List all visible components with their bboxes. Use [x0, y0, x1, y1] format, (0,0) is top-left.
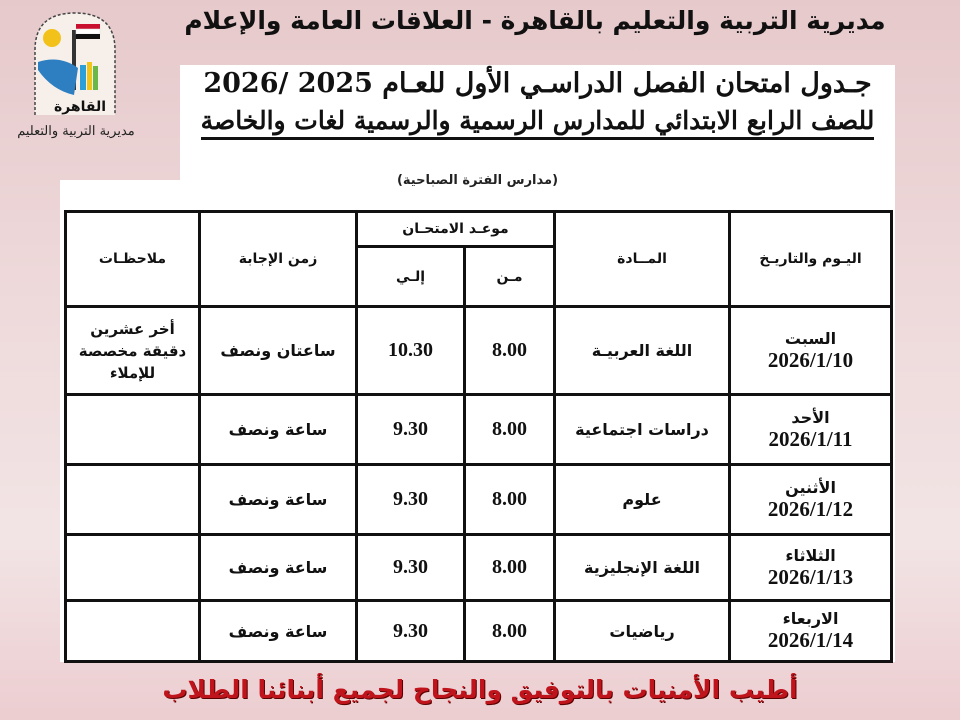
to-time-cell: 9.30 — [357, 395, 465, 465]
exam-date: 2026/1/12 — [767, 496, 854, 521]
duration-cell: ساعة ونصف — [200, 601, 357, 662]
table-row — [66, 395, 892, 465]
subject-cell: رياضيات — [555, 601, 730, 662]
table-row — [66, 307, 892, 395]
header-day-date: اليـوم والتاريـخ — [730, 212, 892, 307]
day-date-cell — [730, 601, 892, 662]
footer-message: أطيب الأمنيات بالتوفيق والنجاح لجميع أبنائنا الطلاب — [162, 675, 798, 704]
day-date-cell — [730, 465, 892, 535]
to-time-cell: 9.30 — [357, 465, 465, 535]
notes-cell — [66, 601, 200, 662]
duration-cell: ساعتان ونصف — [200, 307, 357, 395]
cairo-directorate-logo — [30, 10, 120, 120]
subject-cell: اللغة الإنجليزية — [555, 535, 730, 601]
table-row — [66, 465, 892, 535]
exam-date: 2026/1/10 — [767, 347, 854, 372]
page-title: مديرية التربية والتعليم بالقاهرة - العلاقات العامة والإعلام — [184, 6, 886, 35]
header-duration: زمن الإجابة — [200, 212, 357, 307]
document-subtitle-text: للصف الرابع الابتدائي للمدارس الرسمية والرسمية لغات والخاصة — [201, 106, 875, 140]
day-name: الاربعاء — [782, 609, 839, 628]
day-date-cell — [730, 395, 892, 465]
from-time-cell: 8.00 — [465, 601, 555, 662]
document-subtitle — [180, 106, 895, 135]
day-name: السبت — [784, 328, 837, 348]
from-time-cell: 8.00 — [465, 465, 555, 535]
to-time-cell: 9.30 — [357, 535, 465, 601]
day-name: الأثنين — [785, 477, 836, 497]
exam-date: 2026/1/14 — [767, 628, 854, 652]
logo-emblem-icon — [30, 10, 120, 120]
exam-date: 2026/1/13 — [767, 564, 854, 589]
duration-cell: ساعة ونصف — [200, 465, 357, 535]
table-row — [66, 601, 892, 662]
notes-cell — [66, 395, 200, 465]
duration-cell: ساعة ونصف — [200, 535, 357, 601]
notes-cell: أخر عشرين دقيقة مخصصة للإملاء — [66, 307, 200, 395]
header-from: مـن — [465, 247, 555, 307]
subject-cell: علوم — [555, 465, 730, 535]
notes-cell — [66, 465, 200, 535]
from-time-cell: 8.00 — [465, 535, 555, 601]
day-name: الثلاثاء — [785, 545, 836, 565]
header-subject: المــادة — [555, 212, 730, 307]
exam-date: 2026/1/11 — [768, 426, 853, 451]
table-row — [66, 535, 892, 601]
header-notes: ملاحظـات — [66, 212, 200, 307]
logo-caption: مديرية التربية والتعليم — [17, 124, 135, 139]
day-date-cell — [730, 307, 892, 395]
duration-cell: ساعة ونصف — [200, 395, 357, 465]
day-name: الأحد — [791, 407, 830, 427]
subject-cell: اللغة العربيـة — [555, 307, 730, 395]
exam-schedule-table — [64, 210, 893, 663]
subject-cell: دراسات اجتماعية — [555, 395, 730, 465]
to-time-cell: 10.30 — [357, 307, 465, 395]
header-to: إلـي — [357, 247, 465, 307]
svg-text:القاهرة: القاهرة — [53, 99, 107, 115]
to-time-cell: 9.30 — [357, 601, 465, 662]
school-period-label: (مدارس الفترة الصباحية) — [396, 173, 559, 188]
header-exam-time: موعـد الامتحـان — [357, 212, 555, 247]
from-time-cell: 8.00 — [465, 395, 555, 465]
day-date-cell — [730, 535, 892, 601]
notes-cell — [66, 535, 200, 601]
document-title: جـدول امتحان الفصل الدراسـي الأول للعـام 2025 /2026 — [203, 68, 872, 99]
from-time-cell: 8.00 — [465, 307, 555, 395]
